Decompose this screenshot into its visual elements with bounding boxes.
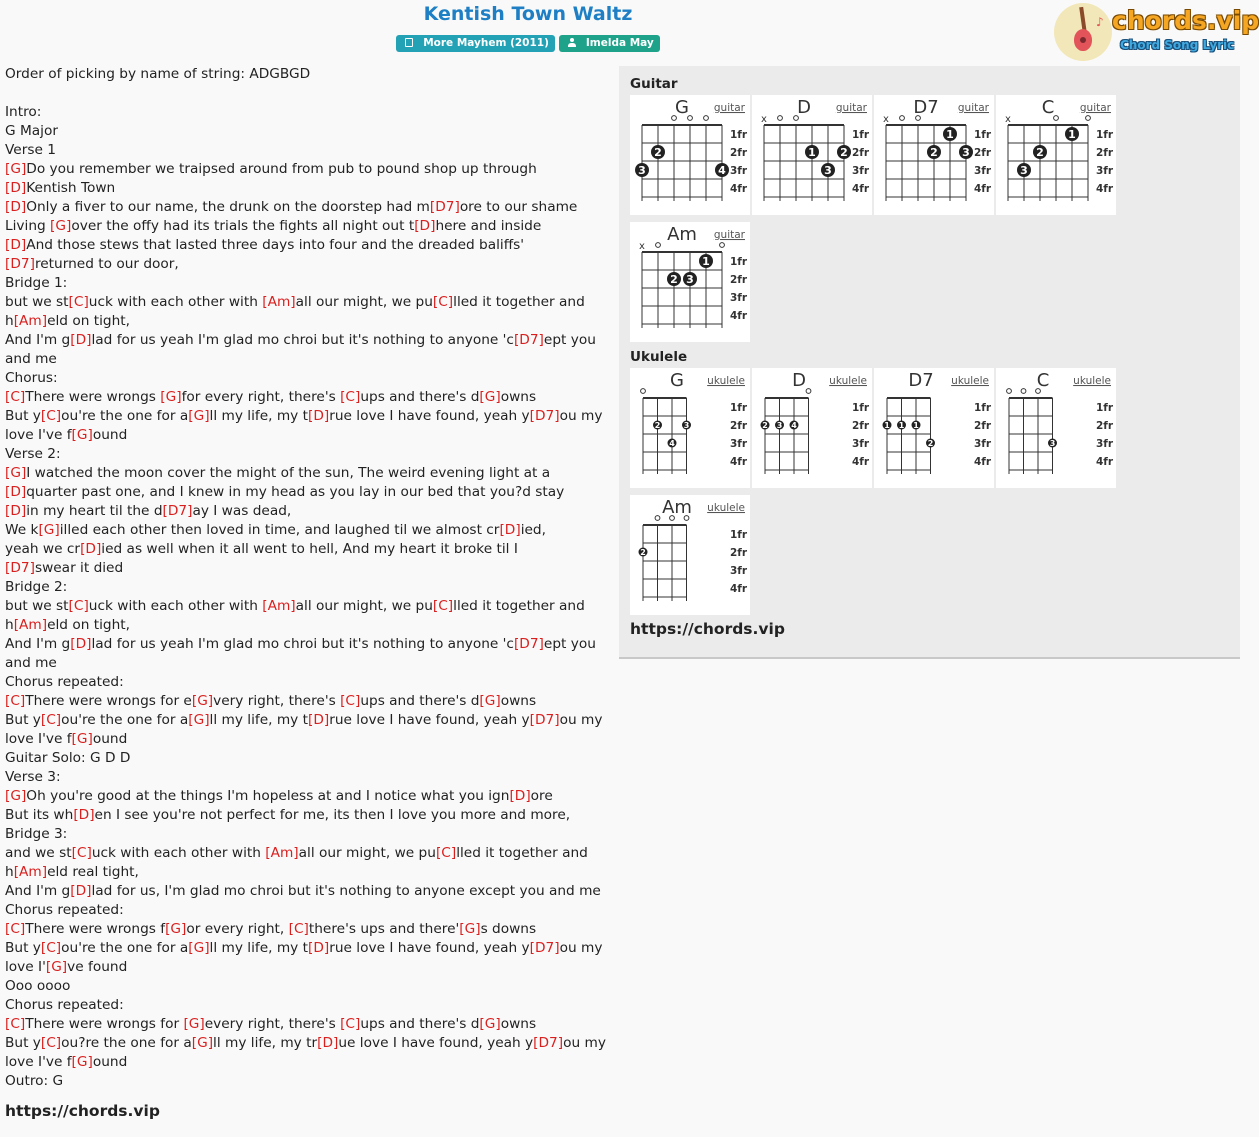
chord-diagram xyxy=(630,368,750,488)
fret-number-label: 4fr xyxy=(730,456,748,468)
finger-number: 3 xyxy=(1049,439,1056,448)
lyric-line: Bridge 1: xyxy=(5,275,68,291)
fret-number-label: 2fr xyxy=(1096,420,1114,432)
finger-number: 2 xyxy=(927,439,934,448)
ukulele-chord-card-d[interactable] xyxy=(752,368,872,488)
finger-number: 4 xyxy=(669,439,675,448)
chord-link[interactable]: [D7] xyxy=(529,940,560,956)
finger-number: 2 xyxy=(654,421,661,430)
chord-link[interactable]: [D] xyxy=(5,199,27,215)
finger-number: 1 xyxy=(1068,128,1076,141)
lyric-line: But y[C]ou're the one for a[G]ll my life, my t[D]rue love I have found, yeah y[D7]ou my love I've f[G]ound xyxy=(5,408,603,443)
fret-number-label: 2fr xyxy=(852,420,870,432)
finger-number: 3 xyxy=(638,164,646,177)
chord-link[interactable]: [G] xyxy=(479,389,501,405)
lyric-line: But its wh[D]en I see you're not perfect for me, its then I love you more and more, xyxy=(5,807,571,823)
chord-diagram xyxy=(630,95,750,215)
lyric-line: Ooo oooo xyxy=(5,978,71,994)
fret-number-label: 4fr xyxy=(730,583,748,595)
open-string-marker xyxy=(900,116,905,121)
instrument-link: guitar xyxy=(835,102,867,114)
guitar-logo-icon: ♪ xyxy=(1054,3,1112,61)
fret-number-label: 1fr xyxy=(730,402,748,414)
chord-link[interactable]: [C] xyxy=(435,845,457,861)
lyric-line: Chorus repeated: xyxy=(5,997,124,1013)
lyric-line: [G]Oh you're good at the things I'm hopeless at and I notice what you ign[D]ore xyxy=(5,788,553,804)
chord-link[interactable]: [G] xyxy=(5,465,27,481)
chord-link[interactable]: [C] xyxy=(40,712,62,728)
fret-number-label: 4fr xyxy=(730,310,748,322)
fret-number-label: 1fr xyxy=(974,129,992,141)
chord-link[interactable]: [C] xyxy=(71,845,92,861)
fret-number-label: 1fr xyxy=(852,402,870,414)
chord-link[interactable]: [Am] xyxy=(13,313,48,329)
open-string-marker xyxy=(1054,116,1059,121)
lyric-line: Chorus repeated: xyxy=(5,902,124,918)
finger-number: 4 xyxy=(718,164,726,177)
lyric-line: But y[C]ou're the one for a[G]ll my life, my t[D]rue love I have found, yeah y[D7]ou my love I'[G]ve found xyxy=(5,940,603,975)
chord-link[interactable]: [G] xyxy=(191,693,214,709)
chord-link[interactable]: [D7] xyxy=(513,636,544,652)
artist-badge[interactable] xyxy=(559,35,660,52)
fret-number-label: 3fr xyxy=(974,438,992,450)
site-logo[interactable] xyxy=(1054,3,1259,63)
fret-number-label: 1fr xyxy=(730,129,748,141)
logo-brand: chords.vip xyxy=(1112,6,1259,35)
chord-link[interactable]: [G] xyxy=(45,959,68,975)
fret-number-label: 4fr xyxy=(1096,456,1114,468)
chord-link[interactable]: [G] xyxy=(459,921,481,937)
instrument-link: guitar xyxy=(1079,102,1111,114)
chord-link[interactable]: [C] xyxy=(5,389,26,405)
footer-url-link[interactable]: https://chords.vip xyxy=(5,1102,160,1120)
chord-link[interactable]: [D] xyxy=(80,541,102,557)
fret-number-label: 2fr xyxy=(852,147,870,159)
lyric-line: And I'm g[D]lad for us yeah I'm glad mo chroi but it's nothing to anyone 'c[D7]ept you and me xyxy=(5,636,596,671)
fret-number-label: 3fr xyxy=(852,438,870,450)
lyric-line: And I'm g[D]lad for us yeah I'm glad mo chroi but it's nothing to anyone 'c[D7]ept you and me xyxy=(5,332,596,367)
chord-link[interactable]: [C] xyxy=(68,598,89,614)
chord-link[interactable]: [D] xyxy=(5,237,27,253)
finger-number: 1 xyxy=(884,421,890,430)
instrument-link: guitar xyxy=(713,102,745,114)
guitar-chord-card-d7[interactable] xyxy=(874,95,994,215)
lyric-line: G Major xyxy=(5,123,58,139)
chord-name: D7 xyxy=(908,370,934,391)
finger-number: 1 xyxy=(913,421,919,430)
chord-link[interactable]: [G] xyxy=(188,408,210,424)
chord-link[interactable]: [Am] xyxy=(262,294,296,310)
chord-link[interactable]: [Am] xyxy=(262,598,296,614)
open-string-marker xyxy=(794,116,799,121)
lyric-line: [D]quarter past one, and I knew in my head as you lay in our bed that you?d stay xyxy=(5,484,565,500)
chord-link[interactable]: [Am] xyxy=(13,617,48,633)
fret-number-label: 3fr xyxy=(974,165,992,177)
fret-number-label: 1fr xyxy=(852,129,870,141)
logo-tagline: Chord Song Lyric xyxy=(1120,38,1235,52)
chord-link[interactable]: [D7] xyxy=(513,332,544,348)
chord-link[interactable]: [D7] xyxy=(5,560,35,576)
lyric-line: Chorus: xyxy=(5,370,58,386)
chord-link[interactable]: [D] xyxy=(5,180,27,196)
chord-link[interactable]: [D7] xyxy=(529,712,560,728)
open-string-marker xyxy=(720,243,725,248)
lyric-line: Order of picking by name of string: ADGBGD xyxy=(5,66,311,82)
fret-number-label: 3fr xyxy=(1096,165,1114,177)
chord-name: D7 xyxy=(913,97,939,118)
chord-diagram xyxy=(752,368,872,488)
ukulele-chord-card-am[interactable] xyxy=(630,495,750,615)
finger-number: 1 xyxy=(946,128,954,141)
instrument-link: ukulele xyxy=(829,375,867,387)
instrument-link: ukulele xyxy=(1073,375,1111,387)
open-string-marker xyxy=(778,116,783,121)
chord-link[interactable]: [D] xyxy=(509,788,531,804)
chord-link[interactable]: [G] xyxy=(188,712,210,728)
chord-name: D xyxy=(797,97,811,118)
fret-number-label: 2fr xyxy=(730,147,748,159)
chord-link[interactable]: [G] xyxy=(160,389,182,405)
chord-link[interactable]: [C] xyxy=(40,940,62,956)
chord-link[interactable]: [C] xyxy=(432,294,454,310)
open-string-marker xyxy=(1086,116,1091,121)
chord-link[interactable]: [G] xyxy=(71,731,93,747)
instrument-link: ukulele xyxy=(707,502,745,514)
lyric-line: Verse 2: xyxy=(5,446,61,462)
ukulele-chord-card-g[interactable] xyxy=(630,368,750,488)
user-icon xyxy=(568,38,576,47)
chord-diagram xyxy=(874,368,994,488)
finger-number: 1 xyxy=(898,421,905,430)
lyric-line: Bridge 2: xyxy=(5,579,68,595)
chord-link[interactable]: [C] xyxy=(432,598,454,614)
fret-number-label: 4fr xyxy=(974,183,992,195)
chord-name: G xyxy=(675,97,689,118)
finger-number: 1 xyxy=(808,146,816,159)
chord-link[interactable]: [G] xyxy=(191,1035,214,1051)
chord-link[interactable]: [D7] xyxy=(529,408,560,424)
fret-number-label: 2fr xyxy=(730,274,748,286)
guitar-chord-card-am[interactable] xyxy=(630,222,750,342)
fret-number-label: 4fr xyxy=(1096,183,1114,195)
lyric-line xyxy=(5,84,611,103)
chord-link[interactable]: [C] xyxy=(340,693,361,709)
finger-number: 2 xyxy=(1036,146,1044,159)
fret-number-label: 2fr xyxy=(974,420,992,432)
lyric-line: yeah we cr[D]ied as well when it all went to hell, And my heart it broke til I xyxy=(5,541,518,557)
fret-number-label: 1fr xyxy=(730,529,748,541)
chord-link[interactable]: [G] xyxy=(50,218,72,234)
chord-link[interactable]: [D] xyxy=(70,636,92,652)
chord-link[interactable]: [D] xyxy=(70,332,92,348)
guitar-chord-card-c[interactable] xyxy=(996,95,1116,215)
song-badges xyxy=(0,35,1056,52)
muted-string-marker: x xyxy=(1005,114,1011,125)
finger-number: 4 xyxy=(791,421,797,430)
chord-link[interactable]: [C] xyxy=(40,1035,62,1051)
chord-link[interactable]: [G] xyxy=(71,427,93,443)
chord-link[interactable]: [D] xyxy=(5,503,27,519)
chord-diagram xyxy=(630,222,750,342)
fret-number-label: 1fr xyxy=(974,402,992,414)
chord-link[interactable]: [C] xyxy=(5,921,26,937)
chord-link[interactable]: [C] xyxy=(340,1016,361,1032)
finger-number: 3 xyxy=(1020,164,1028,177)
chord-link[interactable]: [C] xyxy=(5,693,26,709)
finger-number: 2 xyxy=(670,273,678,286)
muted-string-marker: x xyxy=(761,114,767,125)
album-badge-label: More Mayhem (2011) xyxy=(423,37,549,49)
chord-link[interactable]: [D] xyxy=(499,522,521,538)
lyric-line: [C]There were wrongs f[G]or every right, [C]there's ups and there'[G]s downs xyxy=(5,921,537,937)
chord-link[interactable]: [D7] xyxy=(429,199,460,215)
open-string-marker xyxy=(704,116,709,121)
lyric-line: Verse 3: xyxy=(5,769,61,785)
chord-link[interactable]: [D7] xyxy=(5,256,35,272)
fret-number-label: 3fr xyxy=(730,438,748,450)
chord-link[interactable]: [Am] xyxy=(265,845,299,861)
finger-number: 2 xyxy=(840,146,848,159)
lyric-line: [D]Only a fiver to our name, the drunk on the doorstep had m[D7]ore to our shame xyxy=(5,199,578,215)
open-string-marker xyxy=(672,116,677,121)
chord-link[interactable]: [G] xyxy=(71,1054,93,1070)
chord-link[interactable]: [D] xyxy=(308,940,330,956)
chord-link[interactable]: [D] xyxy=(70,883,92,899)
finger-number: 3 xyxy=(686,273,694,286)
chord-link[interactable]: [G] xyxy=(165,921,187,937)
instrument-link: guitar xyxy=(957,102,989,114)
lyrics-body xyxy=(5,65,611,1121)
lyric-line: [D]And those stews that lasted three days into four and the dreaded baliffs' xyxy=(5,237,525,253)
chord-name: D xyxy=(792,370,806,391)
lyric-line: Guitar Solo: G D D xyxy=(5,750,131,766)
finger-number: 2 xyxy=(762,421,768,430)
lyric-line: Verse 1 xyxy=(5,142,56,158)
lyric-line: but we st[C]uck with each other with [Am]all our might, we pu[C]lled it together and h[Am]eld on tight, xyxy=(5,294,585,329)
finger-number: 3 xyxy=(962,146,970,159)
finger-number: 3 xyxy=(683,421,690,430)
lyric-line: Intro: xyxy=(5,104,42,120)
chord-link[interactable]: [D] xyxy=(414,218,436,234)
finger-number: 2 xyxy=(640,548,646,557)
book-icon xyxy=(405,38,413,47)
open-string-marker xyxy=(641,389,646,394)
open-string-marker xyxy=(1007,389,1012,394)
lyric-line: [C]There were wrongs for e[G]very right, there's [C]ups and there's d[G]owns xyxy=(5,693,537,709)
chord-diagrams-panel xyxy=(619,66,1240,659)
fret-number-label: 4fr xyxy=(852,456,870,468)
lyric-line: [C]There were wrongs [G]for every right, there's [C]ups and there's d[G]owns xyxy=(5,389,537,405)
lyric-line: [G]I watched the moon cover the might of the sun, The weird evening light at a xyxy=(5,465,551,481)
artist-badge-label: Imelda May xyxy=(585,37,654,49)
fret-number-label: 3fr xyxy=(730,292,748,304)
fret-number-label: 1fr xyxy=(1096,402,1114,414)
chord-link[interactable]: [C] xyxy=(340,389,361,405)
panel-url-link[interactable]: https://chords.vip xyxy=(630,620,785,638)
chord-name: C xyxy=(1036,370,1050,391)
instrument-link: ukulele xyxy=(707,375,745,387)
chord-link[interactable]: [Am] xyxy=(13,864,48,880)
ukulele-chord-card-c[interactable] xyxy=(996,368,1116,488)
guitar-chord-card-g[interactable] xyxy=(630,95,750,215)
fret-number-label: 2fr xyxy=(1096,147,1114,159)
fret-number-label: 4fr xyxy=(974,456,992,468)
chord-name: G xyxy=(670,370,684,391)
chord-link[interactable]: [D] xyxy=(5,484,27,500)
ukulele-heading: Ukulele xyxy=(630,349,688,365)
finger-number: 3 xyxy=(776,421,783,430)
chord-link[interactable]: [C] xyxy=(288,921,309,937)
chord-link[interactable]: [D] xyxy=(317,1035,339,1051)
open-string-marker xyxy=(1021,389,1026,394)
lyric-line: and we st[C]uck with each other with [Am]all our might, we pu[C]lled it together and h[Am]eld real tight, xyxy=(5,845,588,880)
chord-name: Am xyxy=(662,497,692,518)
open-string-marker xyxy=(806,389,811,394)
album-badge[interactable] xyxy=(396,35,555,52)
lyric-line: Living [G]over the offy had its trials the fights all night out t[D]here and inside xyxy=(5,218,542,234)
lyric-line: And I'm g[D]lad for us, I'm glad mo chroi but it's nothing to anyone except you and me xyxy=(5,883,601,899)
fret-number-label: 2fr xyxy=(974,147,992,159)
guitar-chord-card-d[interactable] xyxy=(752,95,872,215)
chord-link[interactable]: [C] xyxy=(40,408,62,424)
chord-link[interactable]: [G] xyxy=(5,161,27,177)
chord-link[interactable]: [D] xyxy=(73,807,95,823)
lyric-line: [D7]returned to our door, xyxy=(5,256,179,272)
instrument-link: guitar xyxy=(713,229,745,241)
chord-link[interactable]: [C] xyxy=(5,1016,26,1032)
fret-number-label: 3fr xyxy=(852,165,870,177)
lyric-line: We k[G]illed each other then loved in time, and laughed til we almost cr[D]ied, xyxy=(5,522,546,538)
chord-name: Am xyxy=(667,224,697,245)
chord-link[interactable]: [D7] xyxy=(533,1035,564,1051)
lyric-line: Chorus repeated: xyxy=(5,674,124,690)
fret-number-label: 3fr xyxy=(1096,438,1114,450)
open-string-marker xyxy=(656,243,661,248)
guitar-heading: Guitar xyxy=(630,76,678,92)
finger-number: 1 xyxy=(702,255,710,268)
lyric-line: Bridge 3: xyxy=(5,826,68,842)
open-string-marker xyxy=(688,116,693,121)
song-title: Kentish Town Waltz xyxy=(423,3,633,25)
fret-number-label: 3fr xyxy=(730,165,748,177)
lyric-line: Outro: G xyxy=(5,1073,64,1089)
chord-link[interactable]: [G] xyxy=(479,693,501,709)
fret-number-label: 2fr xyxy=(730,420,748,432)
lyric-line: [G]Do you remember we traipsed around from pub to pound shop up through [D]Kentish Town xyxy=(5,161,537,196)
fret-number-label: 1fr xyxy=(730,256,748,268)
muted-string-marker: x xyxy=(883,114,889,125)
lyric-line: [D7]swear it died xyxy=(5,560,124,576)
chord-link[interactable]: [D7] xyxy=(162,503,193,519)
lyric-line: But y[C]ou're the one for a[G]ll my life, my t[D]rue love I have found, yeah y[D7]ou my love I've f[G]ound xyxy=(5,712,603,747)
finger-number: 2 xyxy=(930,146,938,159)
fret-number-label: 4fr xyxy=(852,183,870,195)
ukulele-chord-card-d7[interactable] xyxy=(874,368,994,488)
finger-number: 3 xyxy=(824,164,832,177)
chord-link[interactable]: [G] xyxy=(38,522,60,538)
muted-string-marker: x xyxy=(639,241,645,252)
fret-number-label: 4fr xyxy=(730,183,748,195)
chord-diagram xyxy=(752,95,872,215)
chord-link[interactable]: [C] xyxy=(68,294,89,310)
lyric-line: But y[C]ou?re the one for a[G]ll my life, my tr[D]ue love I have found, yeah y[D7]ou my love I've f[G]ound xyxy=(5,1035,606,1070)
finger-number: 2 xyxy=(654,146,662,159)
chord-diagram xyxy=(996,368,1116,488)
fret-number-label: 3fr xyxy=(730,565,748,577)
open-string-marker xyxy=(655,516,660,521)
chord-link[interactable]: [G] xyxy=(183,1016,205,1032)
fret-number-label: 1fr xyxy=(1096,129,1114,141)
chord-link[interactable]: [G] xyxy=(188,940,210,956)
lyric-line: [D]in my heart til the d[D7]ay I was dead, xyxy=(5,503,292,519)
chord-link[interactable]: [G] xyxy=(5,788,27,804)
chord-diagram xyxy=(874,95,994,215)
chord-diagram xyxy=(630,495,750,615)
fret-number-label: 2fr xyxy=(730,547,748,559)
chord-link[interactable]: [D] xyxy=(308,712,330,728)
chord-link[interactable]: [G] xyxy=(479,1016,501,1032)
chord-name: C xyxy=(1041,97,1055,118)
lyric-line: but we st[C]uck with each other with [Am]all our might, we pu[C]lled it together and h[Am]eld on tight, xyxy=(5,598,585,633)
lyric-line: [C]There were wrongs for [G]every right, there's [C]ups and there's d[G]owns xyxy=(5,1016,537,1032)
chord-diagram xyxy=(996,95,1116,215)
instrument-link: ukulele xyxy=(951,375,989,387)
chord-link[interactable]: [D] xyxy=(308,408,330,424)
